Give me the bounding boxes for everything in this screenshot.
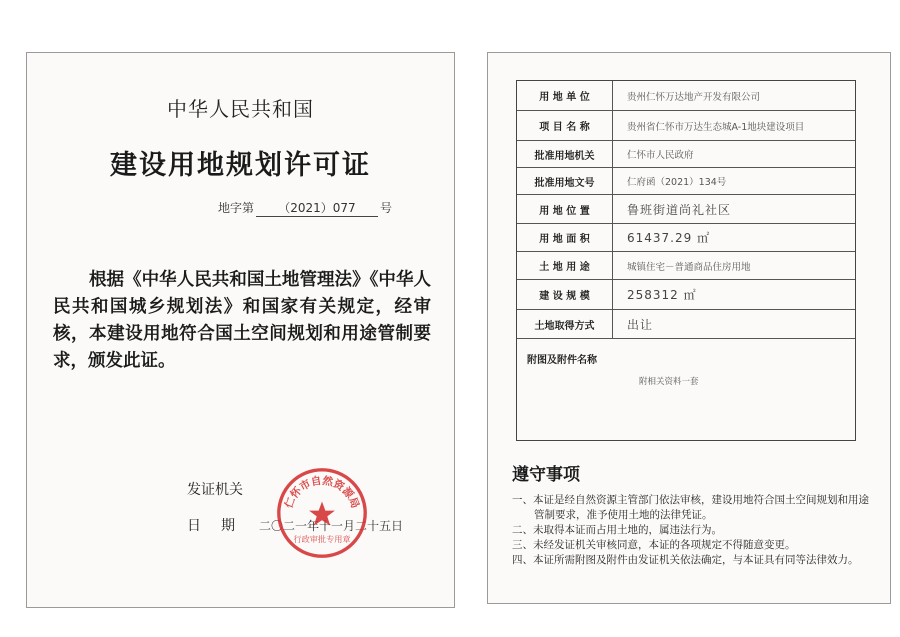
cert-no-suffix: 号	[379, 201, 392, 215]
cert-no-prefix: 地字第	[217, 201, 254, 215]
issuer-label: 发证机关	[187, 482, 243, 498]
table-row	[517, 310, 855, 339]
row-label: 项 目 名 称	[517, 111, 613, 140]
date-label: 日期	[187, 518, 255, 534]
row-value: 61437.29 ㎡	[627, 231, 711, 245]
row-label: 建 设 规 模	[517, 280, 613, 309]
row-value: 258312 ㎡	[627, 288, 697, 302]
list-item: 四、本证所需附图及附件由发证机关依法确定，与本证具有同等法律效力。	[512, 554, 859, 566]
cert-no-value: （2021）077	[256, 199, 378, 217]
row-value: 鲁班街道尚礼社区	[627, 202, 732, 217]
list-item: 三、未经发证机关审核同意，本证的各项规定不得随意变更。	[512, 539, 796, 551]
row-value: 贵州省仁怀市万达生态城A-1地块建设项目	[627, 121, 805, 133]
attachments-label: 附图及附件名称	[527, 355, 597, 366]
row-value: 贵州仁怀万达地产开发有限公司	[627, 91, 761, 103]
seal-subtext: 行政审批专用章	[293, 533, 351, 544]
certificate-body-text: 根据《中华人民共和国土地管理法》《中华人民共和国城乡规划法》和国家有关规定，经审核，本建设用地符合国土空间规划和用途管制要求，颁发此证。	[53, 270, 431, 371]
table-row	[517, 141, 855, 168]
certificate-back-page	[487, 52, 891, 604]
certificate-title: 建设用地规划许可证	[110, 150, 371, 181]
certificate-front-page	[26, 52, 455, 608]
list-item: 二、未取得本证而占用土地的，属违法行为。	[512, 524, 722, 536]
seal-text: 仁怀市自然资源局	[283, 474, 361, 510]
attachments-value: 附相关资料一套	[639, 377, 699, 387]
row-value: 出让	[627, 317, 654, 332]
table-row	[517, 195, 855, 224]
table-row	[517, 111, 855, 141]
row-label: 批准用地机关	[517, 141, 613, 167]
country-name: 中华人民共和国	[167, 97, 314, 121]
notes-list	[512, 493, 872, 568]
row-label: 用 地 单 位	[517, 81, 613, 110]
list-item: 一、本证是经自然资源主管部门依法审核，建设用地符合国土空间规划和用途管制要求，准予使用土地的法律凭证。	[512, 494, 869, 521]
table-row	[517, 168, 855, 195]
table-row	[517, 280, 855, 310]
row-label: 用 地 面 积	[517, 224, 613, 251]
table-row	[517, 252, 855, 280]
table-row	[517, 224, 855, 252]
row-label: 土 地 用 途	[517, 252, 613, 279]
row-label: 用 地 位 置	[517, 195, 613, 223]
row-value: 城镇住宅－普通商品住房用地	[627, 261, 751, 273]
certificate-number	[218, 199, 392, 217]
issue-date: 二〇二一年十一月二十五日	[259, 519, 404, 533]
row-label: 批准用地文号	[517, 168, 613, 194]
official-seal-icon	[274, 465, 370, 561]
row-label: 土地取得方式	[517, 310, 613, 338]
row-value: 仁怀市人民政府	[627, 150, 694, 161]
row-value: 仁府函（2021）134号	[627, 177, 727, 188]
notes-title: 遵守事项	[512, 465, 580, 485]
table-row	[517, 81, 855, 111]
land-info-table	[516, 80, 856, 441]
